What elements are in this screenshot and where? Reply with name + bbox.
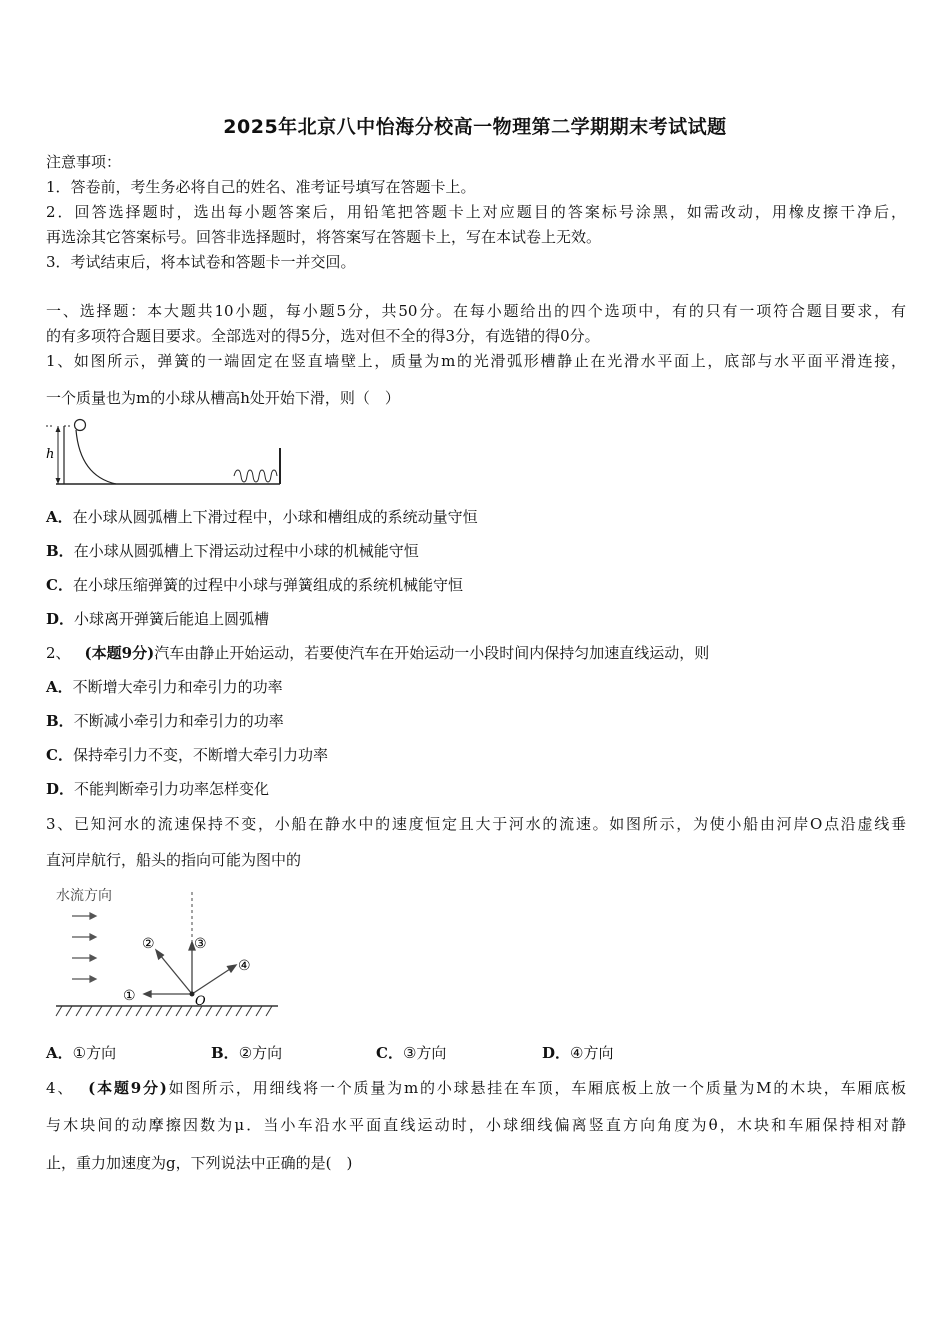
q3-figure [52,882,282,1022]
arrow-4 [192,969,230,994]
q4-stem-b: 与木块间的动摩擦因数为μ．当小车沿水平面直线运动时，小球细线偏离竖直方向角度为θ，木块和车厢保持相对静 [46,1116,906,1134]
section-1-intro-b: 的有多项符合题目要求。全部选对的得5分，选对但不全的得3分，有选错的得0分。 [46,327,600,345]
q2-option-d: D．不能判断牵引力功率怎样变化 [46,780,270,798]
page-title: 2025年北京八中怡海分校高一物理第二学期期末考试试题 [223,116,727,138]
q3-option-c: C．③方向 [376,1044,447,1062]
q2-stem: 2、 (本题9分)汽车由静止开始运动，若要使汽车在开始运动一小段时间内保持匀加速直线运动，则 [46,644,710,662]
q4-stem-a: 4、 (本题9分)如图所示，用细线将一个质量为m的小球悬挂在车顶，车厢底板上放一个质量为M的木块，车厢底板 [46,1079,907,1097]
spring-icon [234,470,277,482]
q1-option-c: C．在小球压缩弹簧的过程中小球与弹簧组成的系统机械能守恒 [46,576,463,594]
notice-item-3: 3．考试结束后，将本试卷和答题卡一并交回。 [46,253,356,271]
q2-option-b: B．不断减小牵引力和牵引力的功率 [46,712,284,730]
arrow-2 [160,955,192,994]
q2-option-a: A．不断增大牵引力和牵引力的功率 [46,678,283,696]
arc-slot-curve [76,430,116,484]
arrow-4-label: ④ [238,958,251,974]
riverbank-hatching [56,1006,272,1016]
q1-stem-a: 1、如图所示，弹簧的一端固定在竖直墙壁上，质量为m的光滑弧形槽静止在光滑水平面上，底部与水平面平滑连接， [46,352,906,370]
q1-option-a: A．在小球从圆弧槽上下滑过程中，小球和槽组成的系统动量守恒 [46,508,478,526]
height-arrow-head-down [56,478,61,484]
notice-item-2a: 2．回答选择题时，选出每小题答案后，用铅笔把答题卡上对应题目的答案标号涂黑，如需改动，用橡皮擦干净后， [46,203,906,221]
q2-option-c: C．保持牵引力不变，不断增大牵引力功率 [46,746,328,764]
flow-direction-label: 水流方向 [56,888,112,904]
point-o-dot [190,992,195,997]
height-arrow-head-up [56,426,61,432]
q3-stem-a: 3、已知河水的流速保持不变，小船在静水中的速度恒定且大于河水的流速。如图所示，为使小船由河岸O点沿虚线垂 [46,815,906,833]
ball-icon [75,420,86,431]
notice-item-1: 1．答卷前，考生务必将自己的姓名、准考证号填写在答题卡上。 [46,178,476,196]
arrow-3-label: ③ [194,936,207,952]
flow-arrows [72,913,96,982]
q3-stem-b: 直河岸航行，船头的指向可能为图中的 [46,851,302,869]
q3-option-a: A．①方向 [46,1044,117,1062]
q3-option-d: D．④方向 [542,1044,614,1062]
arrow-1-label: ① [123,988,136,1004]
notice-item-2b: 再选涂其它答案标号。回答非选择题时，将答案写在答题卡上，写在本试卷上无效。 [46,228,602,246]
q3-option-b: B．②方向 [211,1044,283,1062]
section-1-intro-a: 一、选择题：本大题共10小题，每小题5分，共50分。在每小题给出的四个选项中，有的只有一项符合题目要求，有 [46,302,906,320]
q1-option-b: B．在小球从圆弧槽上下滑运动过程中小球的机械能守恒 [46,542,419,560]
q4-stem-c: 止，重力加速度为g，下列说法中正确的是( ) [46,1154,353,1172]
point-o-label: O [195,994,206,1009]
height-label: h [46,447,55,462]
q1-option-d: D．小球离开弹簧后能追上圆弧槽 [46,610,270,628]
q1-stem-b: 一个质量也为m的小球从槽高h处开始下滑，则（ ） [46,389,400,407]
q1-figure [44,418,289,490]
arrow-2-label: ② [142,936,155,952]
notice-heading: 注意事项： [46,153,122,171]
